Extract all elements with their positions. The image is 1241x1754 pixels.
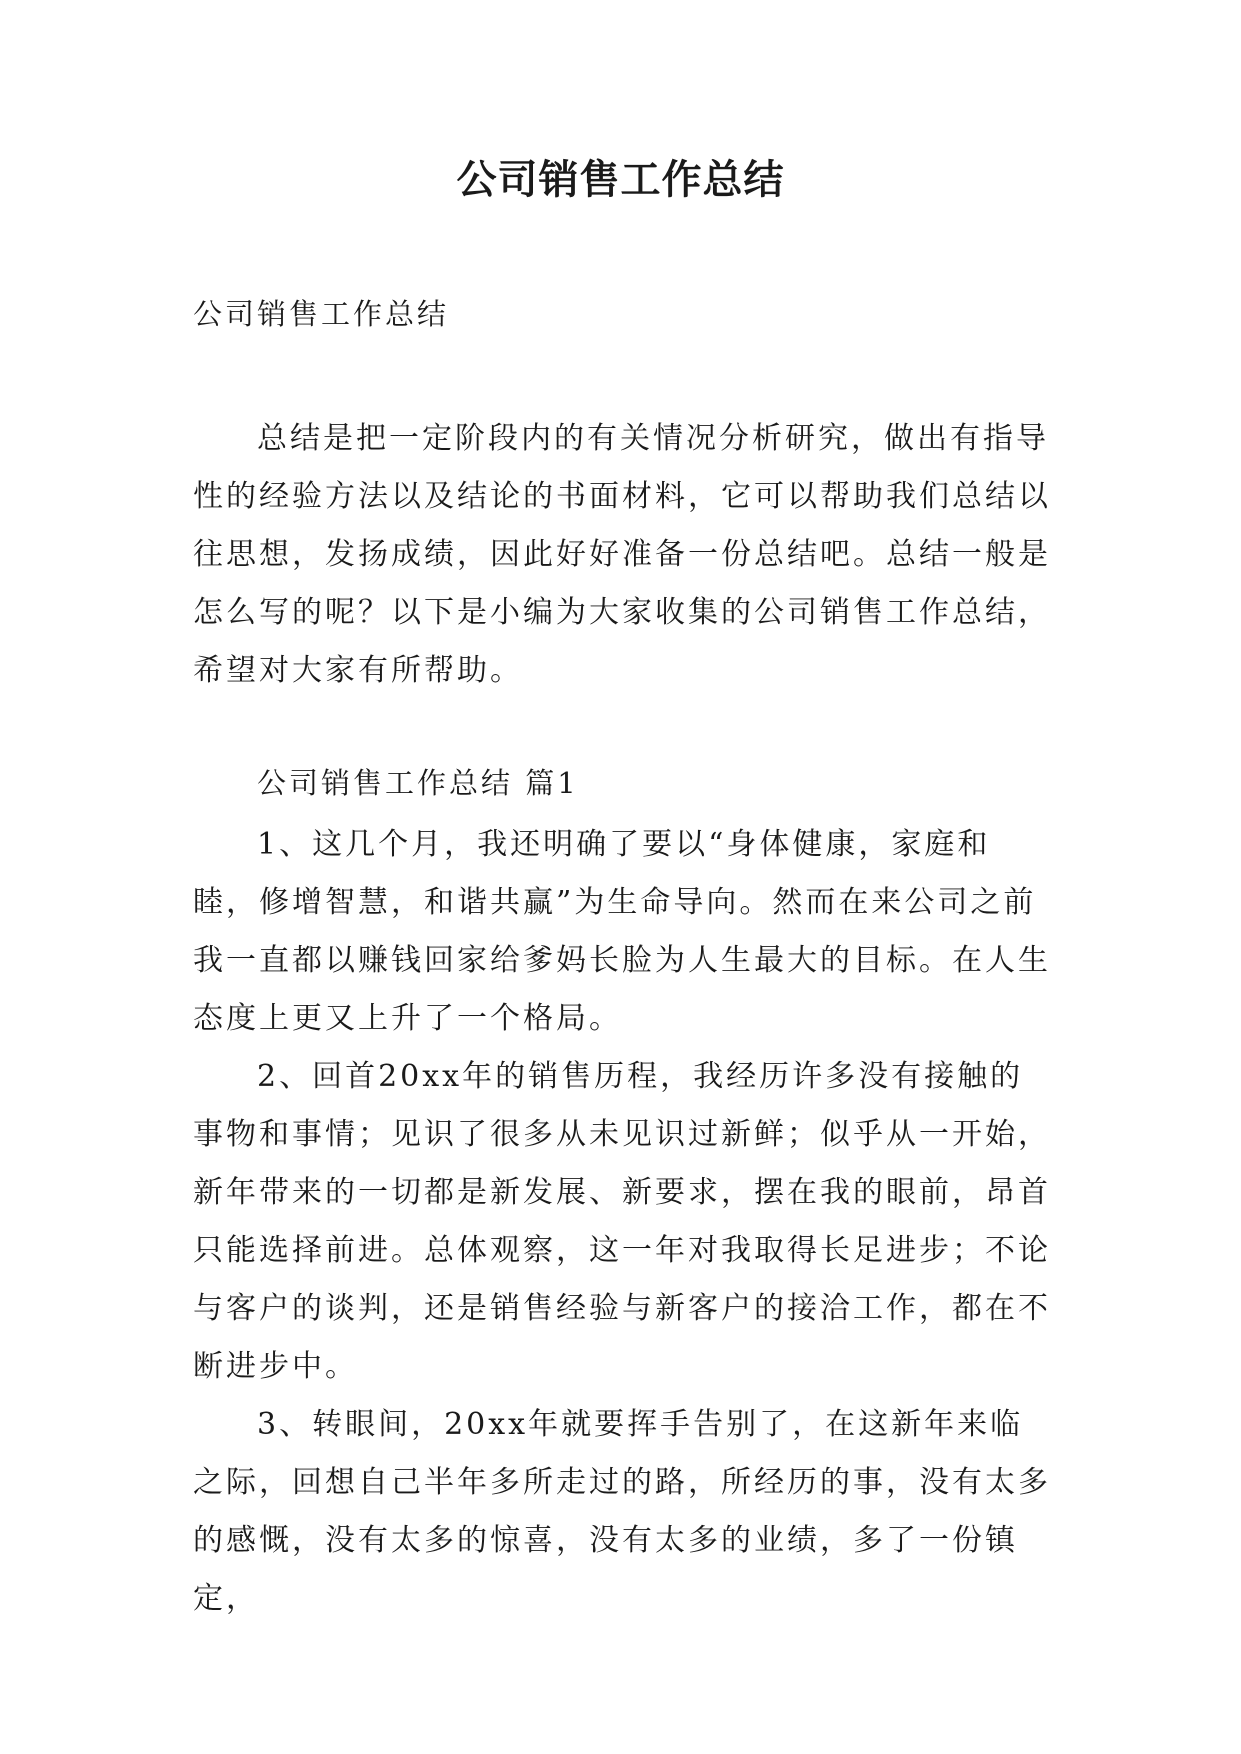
document-subtitle: 公司销售工作总结 — [193, 297, 450, 331]
section-1 — [193, 758, 1053, 1628]
body-paragraph-2: 2、回首20xx年的销售历程，我经历许多没有接触的事物和事情；见识了很多从未见识过新鲜；似乎从一开始，新年带来的一切都是新发展、新要求，摆在我的眼前，昂首只能选择前进。总体观察，这一年对我取得长足进步；不论与客户的谈判，还是销售经验与新客户的接洽工作，都在不断进步中。 — [193, 1059, 1051, 1384]
body-paragraph-3: 3、转眼间，20xx年就要挥手告别了，在这新年来临之际，回想自己半年多所走过的路，所经历的事，没有太多的感慨，没有太多的惊喜，没有太多的业绩，多了一份镇定， — [193, 1407, 1051, 1616]
body-paragraph-1: 1、这几个月，我还明确了要以“身体健康，家庭和睦，修增智慧，和谐共赢”为生命导向。然而在来公司之前我一直都以赚钱回家给爹妈长脸为人生最大的目标。在人生态度上更又上升了一个格局。 — [193, 827, 1051, 1036]
intro-paragraph: 总结是把一定阶段内的有关情况分析研究，做出有指导性的经验方法以及结论的书面材料，它可以帮助我们总结以往思想，发扬成绩，因此好好准备一份总结吧。总结一般是怎么写的呢？以下是小编为大家收集的公司销售工作总结，希望对大家有所帮助。 — [193, 421, 1051, 688]
document-title: 公司销售工作总结 — [456, 156, 785, 203]
section-heading: 公司销售工作总结 篇1 — [257, 766, 579, 800]
